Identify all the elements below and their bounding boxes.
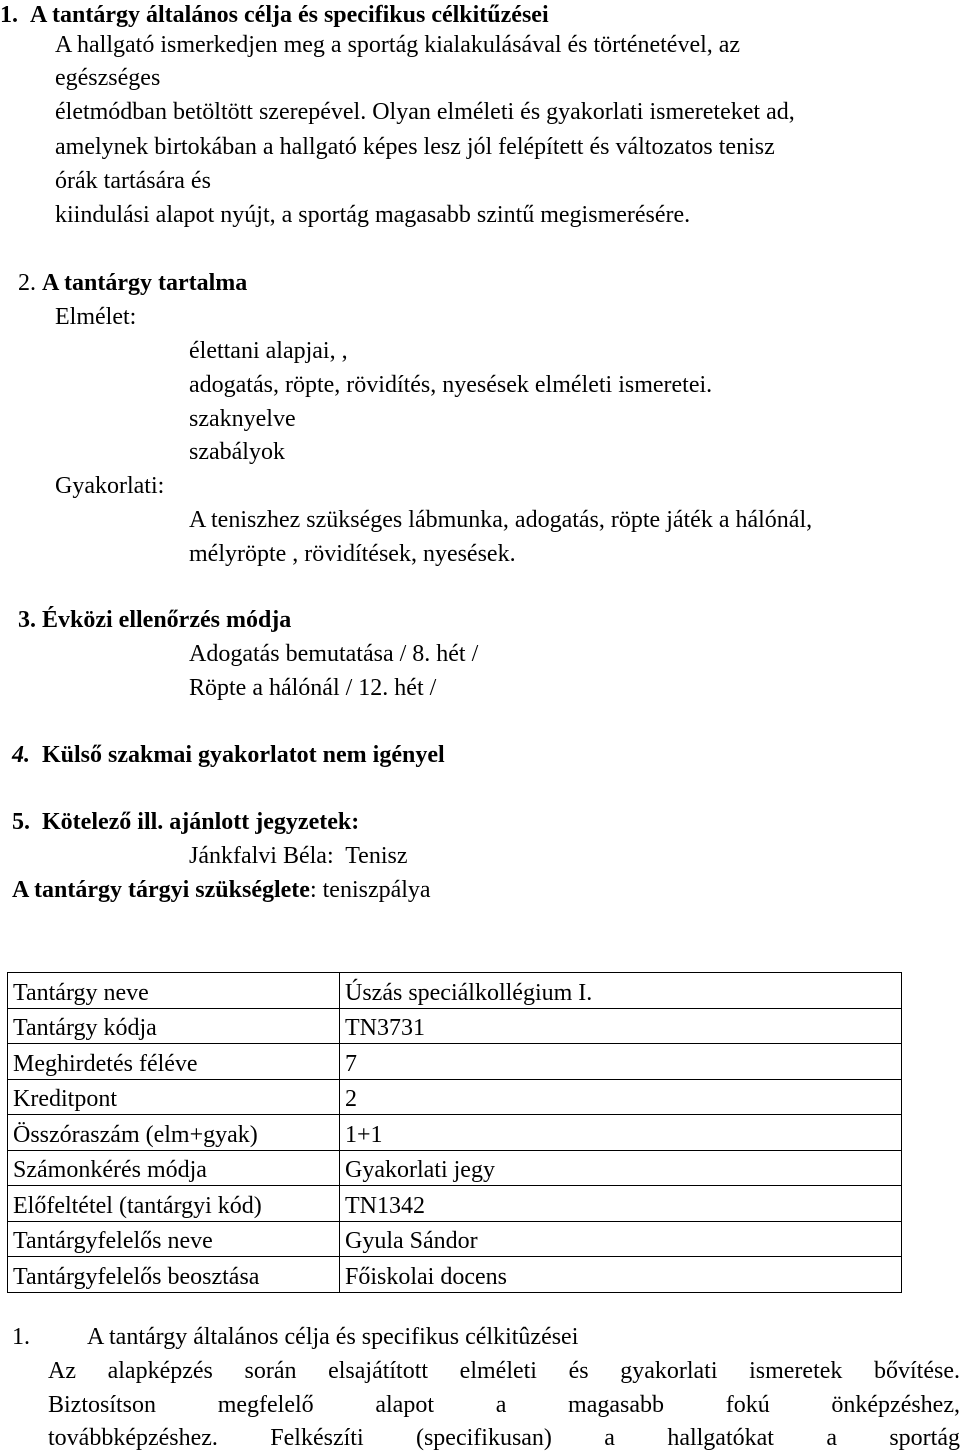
section-5-heading	[12, 807, 359, 837]
section-1-title: A tantárgy általános célja és specifikus célkitűzései	[30, 2, 549, 28]
section-2-number: 2.	[18, 270, 36, 296]
reference-line: Jánkfalvi Béla: Tenisz	[189, 843, 408, 869]
table-key: Tantárgyfelelős beosztása	[8, 1257, 340, 1293]
theory-item: szaknyelve	[189, 406, 296, 432]
practice-label: Gyakorlati:	[55, 473, 165, 499]
table-row	[8, 1079, 902, 1115]
table-key: Összóraszám (elm+gyak)	[8, 1115, 340, 1151]
theory-item: szabályok	[189, 439, 285, 465]
table-key: Meghirdetés féléve	[8, 1044, 340, 1080]
table-key: Előfeltétel (tantárgyi kód)	[8, 1186, 340, 1222]
section-1-line: órák tartására és	[55, 168, 211, 194]
table-value: Főiskolai docens	[340, 1257, 902, 1293]
section-5-title: Kötelező ill. ajánlott jegyzetek:	[42, 809, 360, 835]
section-1-line: egészséges	[55, 65, 161, 91]
section-1-line: életmódban betöltött szerepével. Olyan elméleti és gyakorlati ismereteket ad,	[55, 99, 795, 125]
section-1-number: 1.	[0, 2, 18, 28]
table-value: 2	[340, 1079, 902, 1115]
section-6-line: Biztosítson megfelelő alapot a magasabb fokú önképzéshez,	[48, 1392, 960, 1418]
theory-item: adogatás, röpte, rövidítés, nyesések elméleti ismeretei.	[189, 372, 713, 398]
section-6-line: továbbképzéshez. Felkészíti (specifikusan) a hallgatókat a sportág	[48, 1425, 960, 1451]
table-key: Kreditpont	[8, 1079, 340, 1115]
assessment-item: Röpte a hálónál / 12. hét /	[189, 675, 437, 701]
practice-item: A teniszhez szükséges lábmunka, adogatás, röpte játék a hálónál,	[189, 507, 813, 533]
table-value: TN3731	[340, 1008, 902, 1044]
table-value: Úszás speciálkollégium I.	[340, 973, 902, 1009]
table-key: Tantárgyfelelős neve	[8, 1221, 340, 1257]
table-row	[8, 1115, 902, 1151]
section-1-heading	[0, 0, 549, 30]
table-row	[8, 1150, 902, 1186]
section-1-line: amelynek birtokában a hallgató képes lesz jól felépített és változatos tenisz	[55, 134, 775, 160]
section-6-heading	[12, 1322, 578, 1352]
section-5-number: 5.	[12, 809, 30, 835]
section-2-heading	[18, 268, 247, 298]
table-key: Tantárgy neve	[8, 973, 340, 1009]
table-row	[8, 1257, 902, 1293]
theory-item: élettani alapjai, ,	[189, 338, 348, 364]
section-3-heading	[18, 605, 291, 635]
section-4-number: 4.	[12, 742, 30, 768]
table-row	[8, 1221, 902, 1257]
section-4-heading	[12, 740, 445, 770]
course-info-table	[7, 972, 902, 1293]
table-key: Számonkérés módja	[8, 1150, 340, 1186]
table-row	[8, 1008, 902, 1044]
table-value: 1+1	[340, 1115, 902, 1151]
assessment-item: Adogatás bemutatása / 8. hét /	[189, 641, 479, 667]
needs-label: A tantárgy tárgyi szükséglete	[12, 877, 310, 903]
practice-item: mélyröpte , rövidítések, nyesések.	[189, 541, 516, 567]
needs-line	[12, 875, 431, 905]
table-key: Tantárgy kódja	[8, 1008, 340, 1044]
table-value: Gyakorlati jegy	[340, 1150, 902, 1186]
table-value: TN1342	[340, 1186, 902, 1222]
table-row	[8, 1044, 902, 1080]
table-value: 7	[340, 1044, 902, 1080]
section-6-title: A tantárgy általános célja és specifikus célkitûzései	[87, 1324, 579, 1350]
section-6-number: 1.	[12, 1324, 30, 1350]
section-1-line: kiindulási alapot nyújt, a sportág magasabb szintű megismerésére.	[55, 202, 691, 228]
table-value: Gyula Sándor	[340, 1221, 902, 1257]
theory-label: Elmélet:	[55, 304, 137, 330]
section-1-line: A hallgató ismerkedjen meg a sportág kialakulásával és történetével, az	[55, 32, 741, 58]
section-3-title: Évközi ellenőrzés módja	[42, 607, 292, 633]
table-row	[8, 1186, 902, 1222]
section-4-title: Külső szakmai gyakorlatot nem igényel	[42, 742, 445, 768]
section-2-title: A tantárgy tartalma	[42, 270, 248, 296]
needs-value: : teniszpálya	[309, 877, 431, 903]
table-row	[8, 973, 902, 1009]
section-6-line: Az alapképzés során elsajátított elméleti és gyakorlati ismeretek bővítése.	[48, 1358, 960, 1384]
section-3-number: 3.	[18, 607, 36, 633]
